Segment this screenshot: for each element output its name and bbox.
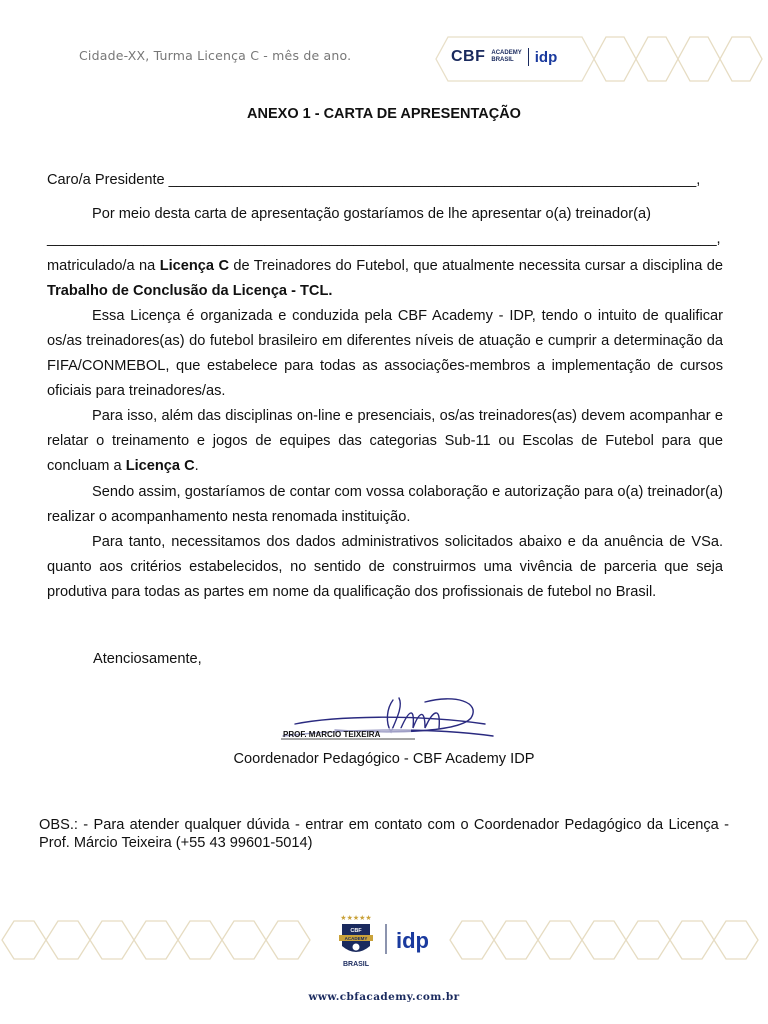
logo-cbf-text: CBF bbox=[451, 48, 486, 65]
logo-idp-text: idp bbox=[534, 48, 558, 66]
p3-text-c: . bbox=[194, 458, 199, 474]
badge-academy-text: ACADEMY bbox=[344, 935, 368, 941]
cbf-badge-icon bbox=[339, 914, 373, 968]
website-url: www.cbfacademy.com.br bbox=[308, 991, 460, 1003]
logo-academy-text bbox=[491, 50, 521, 64]
closing-text: Atenciosamente, bbox=[93, 651, 202, 667]
logo-academy-line1: ACADEMY bbox=[491, 50, 522, 56]
observation-note: OBS.: - Para atender qualquer dúvida - entrar em contato com o Coordenador Pedagógico da Licença - Prof. Márcio Teixeira (+55 43 99601-5014) bbox=[39, 817, 729, 851]
logo-separator bbox=[528, 48, 529, 66]
logo-academy-line2: BRASIL bbox=[491, 57, 514, 63]
signature-caption: Coordenador Pedagógico - CBF Academy IDP bbox=[233, 751, 535, 767]
p1-bold-tcl: Trabalho de Conclusão da Licença - TCL. bbox=[47, 283, 333, 299]
paragraph-3 bbox=[47, 404, 723, 479]
p1-text-a: matriculado/a na bbox=[47, 258, 160, 274]
paragraph-4: Sendo assim, gostaríamos de contar com vossa colaboração e autorização para o(a) treinador(a) realizar o acompanhamento nesta renomada instituição. bbox=[47, 484, 723, 525]
salutation-line: Caro/a Presidente _________________________________________________________________, bbox=[47, 172, 701, 188]
footer-idp-text: idp bbox=[396, 928, 429, 953]
p3-bold-licenca: Licença C bbox=[125, 458, 195, 474]
signature-image bbox=[275, 688, 497, 744]
p3-text-a: Para isso, além das disciplinas on-line e presenciais, os/as treinadores(as) devem acompanhar e relatar o treinamento e jogos de equipes das categorias Sub-11 ou Escolas de Futebol para que concluam a bbox=[47, 408, 723, 474]
p1-bold-licenca: Licença C bbox=[159, 258, 229, 274]
paragraph-1-body bbox=[47, 254, 723, 304]
p1-text-c: de Treinadores do Futebol, que atualmente necessita cursar a disciplina de bbox=[229, 258, 723, 274]
paragraph-5: Para tanto, necessitamos dos dados administrativos solicitados abaixo e da anuência de VSa. quanto aos critérios estabelecidos, no sentido de construirmos uma vivência de parceria que seja produtiva para todas as partes em nome da qualificação dos profissionais de futebol no Brasil. bbox=[47, 534, 723, 600]
svg-text:★★★★★: ★★★★★ bbox=[340, 914, 372, 922]
badge-cbf-text: CBF bbox=[350, 928, 362, 934]
paragraph-2: Essa Licença é organizada e conduzida pela CBF Academy - IDP, tendo o intuito de qualificar os/as treinadores(as) do futebol brasileiro em diferentes níveis de atuação e cumprir a determinação da FIFA/CONMEBOL, que estabelece para todas as associações-membros a implementação de cursos oficiais para treinadores/as. bbox=[47, 308, 723, 399]
cbf-academy-idp-logo bbox=[451, 44, 557, 70]
badge-brasil-text: BRASIL bbox=[342, 961, 370, 968]
document-title: ANEXO 1 - CARTA DE APRESENTAÇÃO bbox=[247, 106, 521, 122]
paragraph-1-line-1: Por meio desta carta de apresentação gostaríamos de lhe apresentar o(a) treinador(a) bbox=[92, 206, 651, 222]
trainer-name-blank: ___________________________________________________________________________________, bbox=[47, 231, 721, 247]
signature-stamp-text: PROF. MARCIO TEIXEIRA bbox=[283, 730, 381, 739]
footer-cbf-academy-idp-logo bbox=[336, 912, 436, 970]
header-location-date: Cidade-XX, Turma Licença C - mês de ano. bbox=[79, 48, 352, 63]
